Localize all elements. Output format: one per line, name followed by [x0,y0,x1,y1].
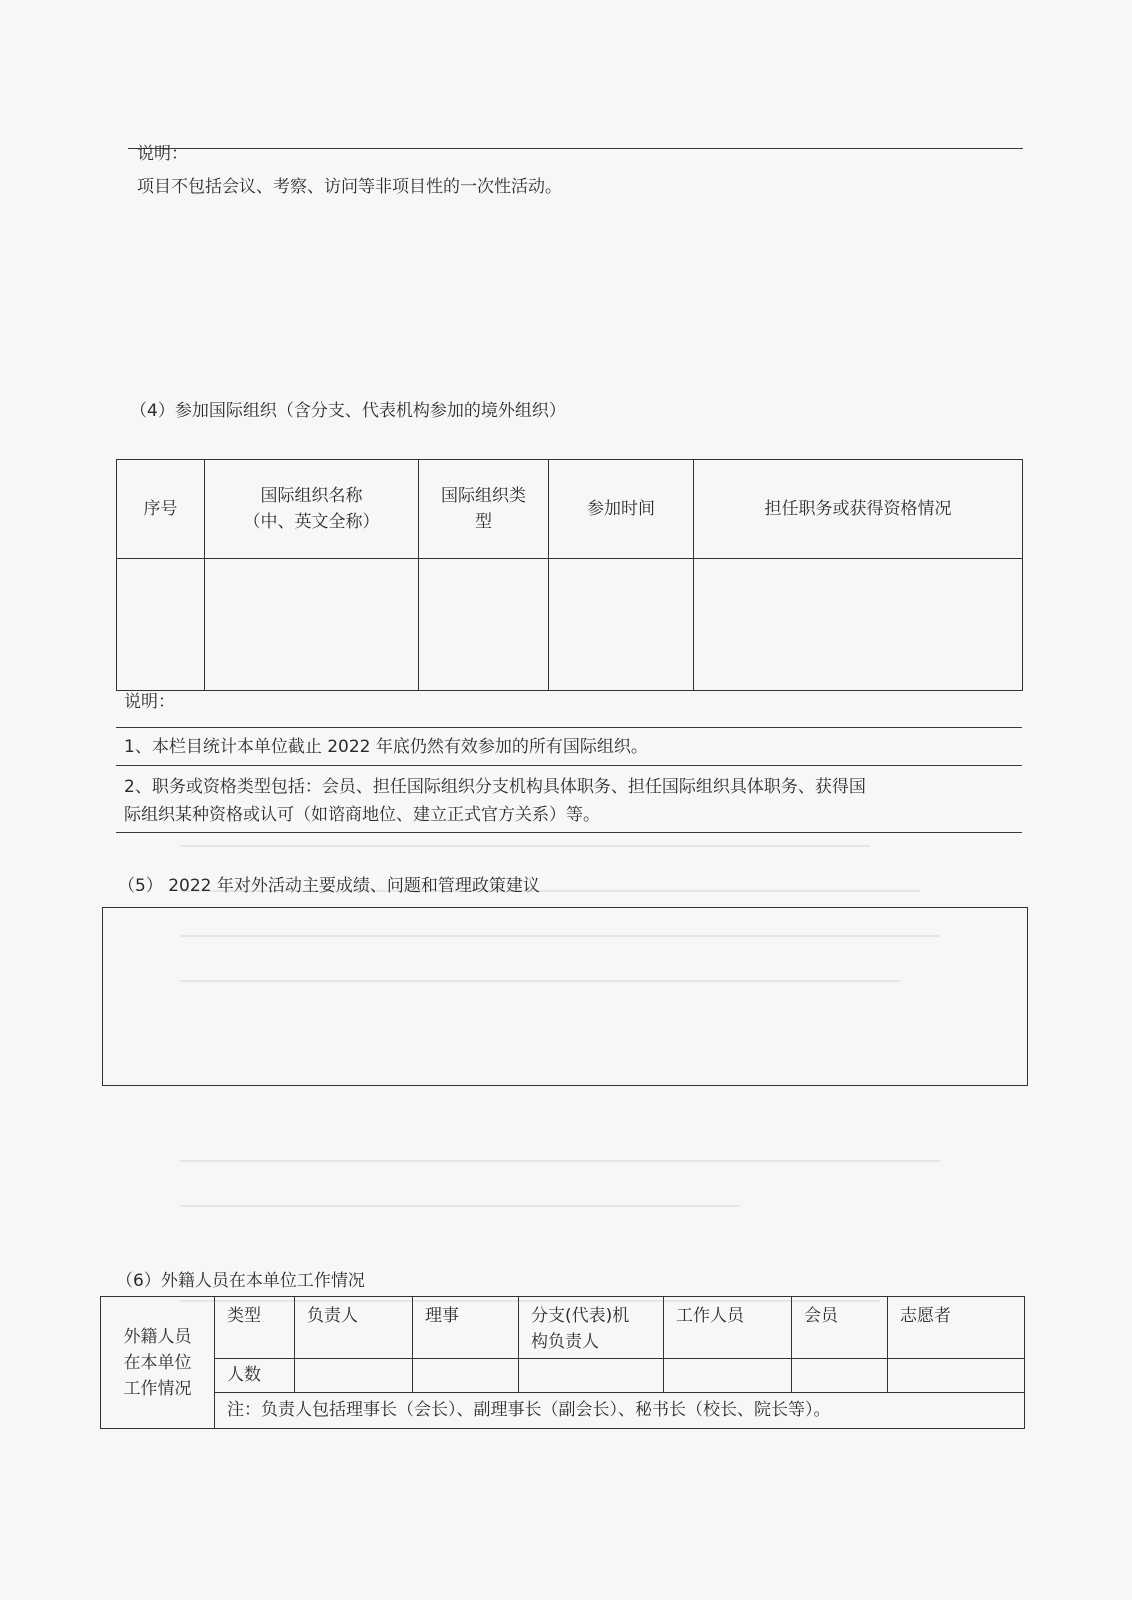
col-branch-line1: 分支(代表)机 [531,1306,630,1326]
note-top-rule [128,148,1023,149]
col-seq-header: 序号 [117,460,205,559]
table-cell [205,559,419,691]
table-cell [117,559,205,691]
row-label-line3: 工作情况 [123,1378,192,1399]
count-cell[interactable] [888,1359,1025,1393]
col-type-header [419,460,549,559]
s4-note-2-line1: 2、职务或资格类型包括：会员、担任国际组织分支机构具体职务、担任国际组织具体职务、获得国 [124,777,866,797]
note-rule [116,727,1022,728]
col-time-header: 参加时间 [549,460,694,559]
note-rule [116,832,1022,833]
col-name-header-line2: （中、英文全称） [243,512,380,532]
bleed-through-line [180,1160,940,1162]
s6-heading: （6）外籍人员在本单位工作情况 [116,1271,365,1291]
s4-heading: （4）参加国际组织（含分支、代表机构参加的境外组织） [130,401,566,421]
count-label: 人数 [215,1359,295,1393]
col-type-header-line2: 型 [475,512,492,532]
row-label-line2: 在本单位 [123,1352,192,1373]
s6-note: 注：负责人包括理事长（会长）、副理事长（副会长）、秘书长（校长、院长等）。 [215,1393,1025,1429]
type-label: 类型 [215,1297,295,1359]
note-rule [116,765,1022,766]
row-label-cell [101,1297,215,1429]
international-org-table [116,459,1023,691]
col-branch-head [519,1297,664,1359]
col-member: 会员 [792,1297,888,1359]
table-cell [694,559,1023,691]
col-name-header-line1: 国际组织名称 [260,486,363,506]
s3-note-label: 说明： [137,144,188,164]
s3-note-text: 项目不包括会议、考察、访问等非项目性的一次性活动。 [137,177,562,197]
count-cell[interactable] [295,1359,413,1393]
s4-note-1: 1、本栏目统计本单位截止 2022 年底仍然有效参加的所有国际组织。 [124,737,648,757]
col-position-header: 担任职务或获得资格情况 [694,460,1023,559]
count-cell[interactable] [664,1359,792,1393]
col-head: 负责人 [295,1297,413,1359]
s4-note-2-line2: 际组织某种资格或认可（如谘商地位、建立正式官方关系）等。 [124,805,600,825]
col-director: 理事 [413,1297,519,1359]
col-staff: 工作人员 [664,1297,792,1359]
table-row [117,559,1023,691]
table-cell [549,559,694,691]
foreign-staff-table [100,1296,1025,1429]
col-type-header-line1: 国际组织类 [441,486,526,506]
s4-note-label: 说明： [124,692,175,712]
count-row [101,1359,1025,1393]
row-label-line1: 外籍人员 [123,1326,192,1347]
count-cell[interactable] [413,1359,519,1393]
s5-answer-box[interactable] [102,907,1028,1086]
col-name-header [205,460,419,559]
bleed-through-line [180,845,870,847]
count-cell[interactable] [519,1359,664,1393]
col-volunteer: 志愿者 [888,1297,1025,1359]
table-cell [419,559,549,691]
bleed-through-line [180,1205,740,1207]
col-branch-line2: 构负责人 [531,1332,599,1352]
s5-heading: （5） 2022 年对外活动主要成绩、问题和管理政策建议 [118,876,540,896]
count-cell[interactable] [792,1359,888,1393]
